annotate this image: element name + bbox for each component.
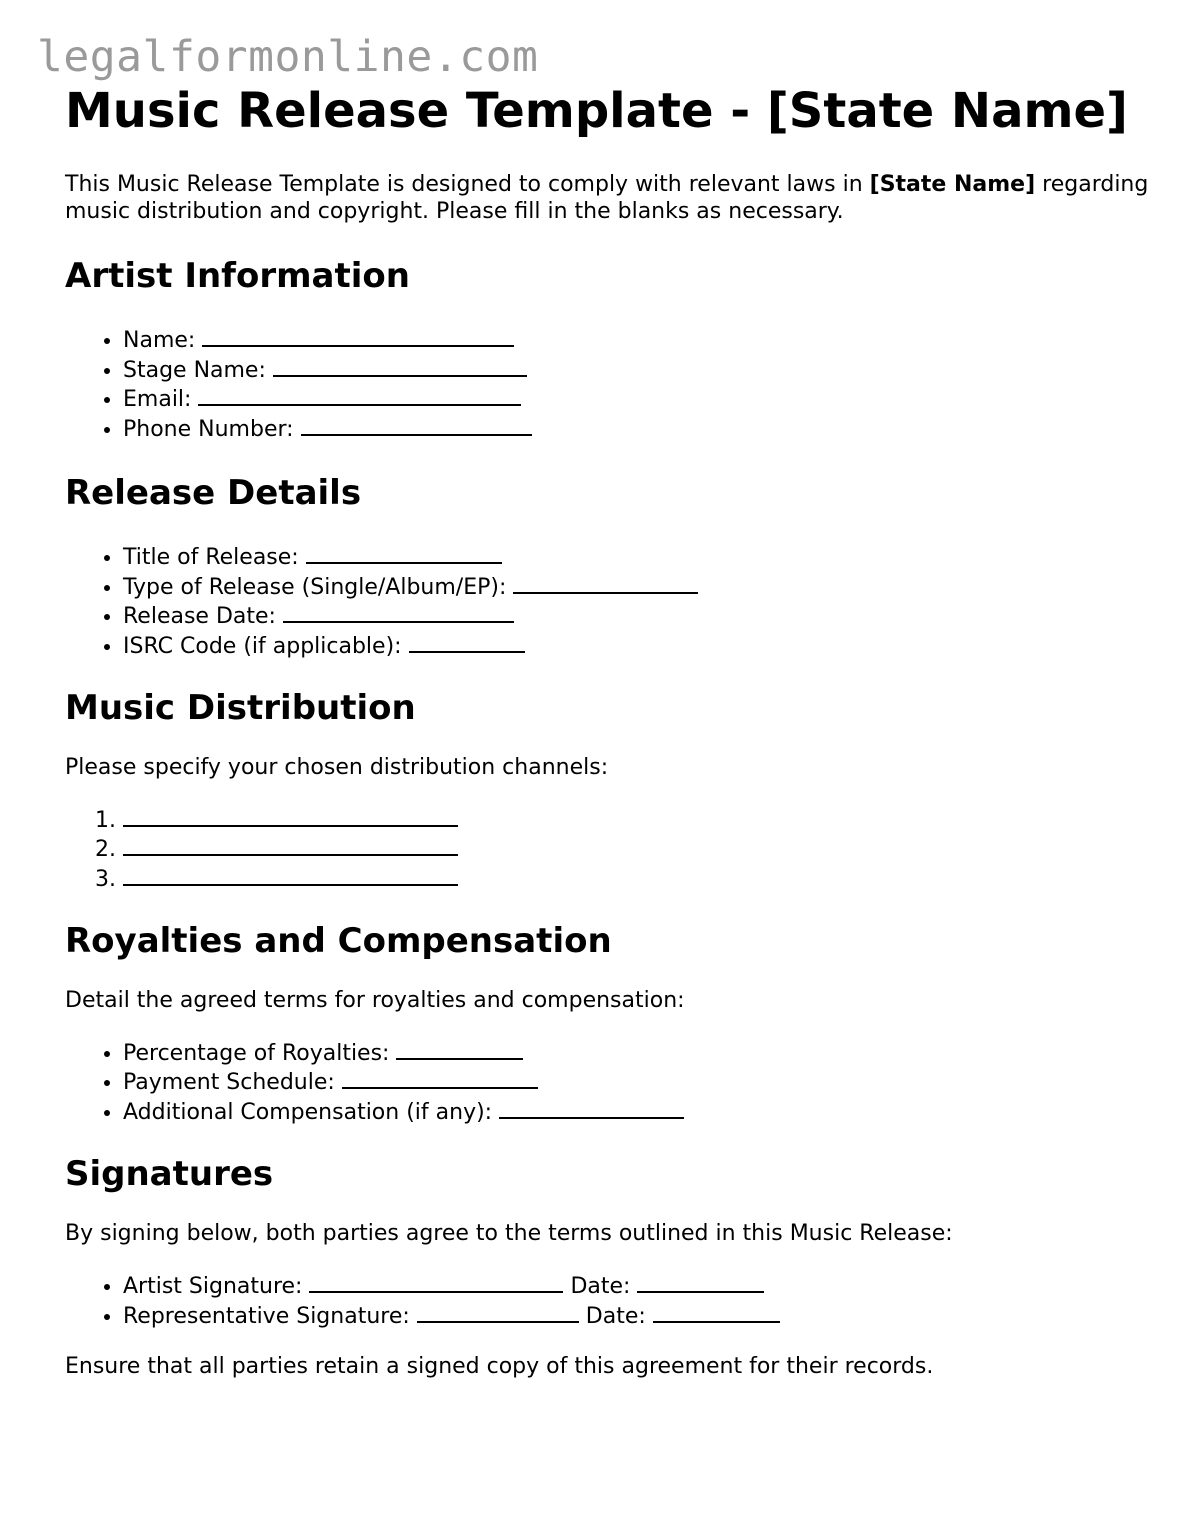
- intro-text-end: regarding music distribution and copyright. Please fill in the blanks as necessary.: [65, 172, 1149, 224]
- channel-item: [123, 805, 1155, 835]
- royalties-list: [65, 1038, 1155, 1127]
- release-date-item: [123, 601, 1155, 631]
- release-type-item: [123, 572, 1155, 602]
- intro-text: This Music Release Template is designed to comply with relevant laws in: [65, 172, 870, 197]
- intro-paragraph: [65, 171, 1155, 225]
- channel-item: [123, 864, 1155, 894]
- artist-signature-item: [123, 1271, 1155, 1301]
- stage-name-item: [123, 355, 1155, 385]
- date-label: Date:: [585, 1303, 646, 1329]
- signatures-list: [65, 1271, 1155, 1330]
- distribution-text: Please specify your chosen distribution channels:: [65, 754, 609, 780]
- royalty-percentage-field[interactable]: [396, 1038, 523, 1060]
- field-label: Representative Signature:: [123, 1303, 410, 1329]
- artist-name-item: [123, 325, 1155, 355]
- royalties-text: Detail the agreed terms for royalties and compensation:: [65, 987, 685, 1013]
- channel-item: [123, 834, 1155, 864]
- footer-note: Ensure that all parties retain a signed copy of this agreement for their records.: [65, 1354, 934, 1380]
- release-title-item: [123, 542, 1155, 572]
- field-label: ISRC Code (if applicable):: [123, 633, 402, 659]
- channel-field[interactable]: [123, 834, 458, 856]
- isrc-item: [123, 631, 1155, 661]
- stage-name-field[interactable]: [273, 355, 527, 377]
- additional-compensation-item: [123, 1097, 1155, 1127]
- date-label: Date:: [570, 1273, 631, 1299]
- signatures-heading: Signatures: [65, 1153, 274, 1194]
- artist-info-heading: Artist Information: [65, 256, 410, 296]
- artist-name-field[interactable]: [202, 325, 514, 347]
- field-label: Additional Compensation (if any):: [123, 1100, 493, 1126]
- field-label: Stage Name:: [123, 357, 266, 383]
- release-title-field[interactable]: [306, 542, 502, 564]
- field-label: Email:: [123, 387, 192, 413]
- intro-state-name: [State Name]: [869, 172, 1036, 197]
- additional-compensation-field[interactable]: [499, 1097, 684, 1119]
- field-label: Phone Number:: [123, 417, 294, 443]
- release-details-heading: Release Details: [65, 472, 362, 513]
- payment-schedule-field[interactable]: [342, 1067, 538, 1089]
- field-label: Name:: [123, 328, 196, 353]
- rep-signature-field[interactable]: [417, 1301, 579, 1323]
- channel-field[interactable]: [123, 864, 458, 886]
- release-date-field[interactable]: [283, 601, 514, 623]
- distribution-channels-list: [65, 805, 1155, 894]
- rep-signature-item: [123, 1301, 1155, 1331]
- site-watermark: legalformonline.com: [37, 32, 539, 82]
- field-label: Artist Signature:: [123, 1273, 303, 1299]
- release-details-list: [65, 542, 1155, 661]
- phone-field[interactable]: [301, 414, 532, 436]
- document-body: [65, 84, 1155, 1380]
- field-label: Type of Release (Single/Album/EP):: [123, 574, 507, 600]
- rep-date-field[interactable]: [653, 1301, 780, 1323]
- phone-item: [123, 414, 1155, 444]
- document-title: Music Release Template - [State Name]: [65, 83, 1128, 139]
- royalties-heading: Royalties and Compensation: [65, 920, 612, 961]
- artist-signature-field[interactable]: [309, 1271, 563, 1293]
- signatures-text: By signing below, both parties agree to the terms outlined in this Music Release:: [65, 1220, 953, 1246]
- payment-schedule-item: [123, 1067, 1155, 1097]
- email-item: [123, 384, 1155, 414]
- email-field[interactable]: [198, 384, 521, 406]
- distribution-heading: Music Distribution: [65, 687, 416, 728]
- royalty-percentage-item: [123, 1038, 1155, 1068]
- field-label: Percentage of Royalties:: [123, 1040, 390, 1066]
- artist-info-list: [65, 325, 1155, 444]
- channel-field[interactable]: [123, 805, 458, 827]
- release-type-field[interactable]: [513, 572, 698, 594]
- artist-date-field[interactable]: [637, 1271, 764, 1293]
- isrc-field[interactable]: [409, 631, 525, 653]
- field-label: Release Date:: [123, 604, 276, 630]
- field-label: Payment Schedule:: [123, 1070, 335, 1096]
- field-label: Title of Release:: [123, 544, 299, 570]
